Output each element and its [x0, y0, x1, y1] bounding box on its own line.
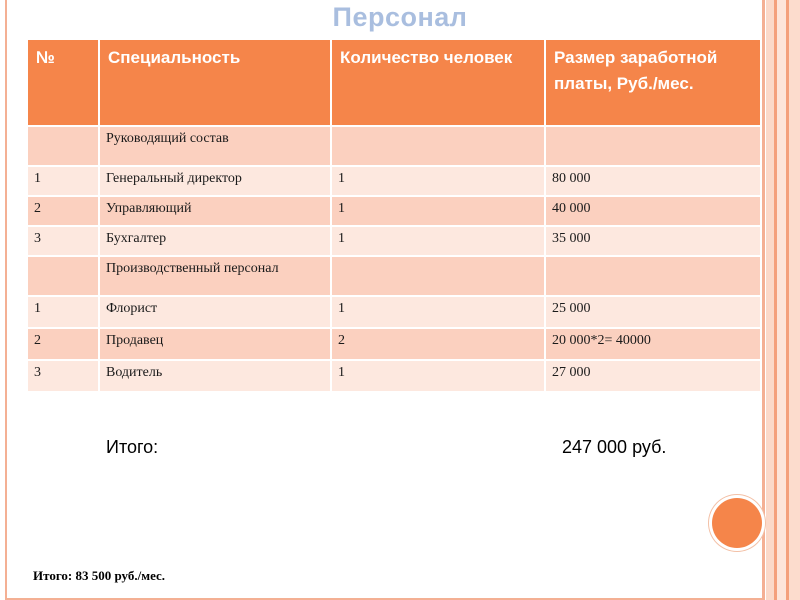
cell-number: 2 [27, 328, 99, 360]
table-row [27, 166, 761, 196]
decorative-stripe [766, 0, 774, 600]
cell-number: 1 [27, 296, 99, 328]
cell-specialty: Управляющий [99, 196, 331, 226]
cell-specialty: Производственный персонал [99, 256, 331, 296]
table-row [27, 226, 761, 256]
monthly-total: Итого: 83 500 руб./мес. [33, 568, 166, 583]
cell-number: 1 [27, 166, 99, 196]
cell-count [331, 126, 545, 166]
total-label: Итого: [106, 437, 159, 457]
decorative-stripe [777, 0, 786, 600]
cell-number [27, 126, 99, 166]
slide-title: Персонал [332, 2, 468, 32]
cell-number [27, 256, 99, 296]
staff-table [26, 38, 762, 393]
cell-salary: 25 000 [545, 296, 761, 328]
cell-count [331, 256, 545, 296]
cell-number: 2 [27, 196, 99, 226]
cell-specialty: Флорист [99, 296, 331, 328]
decorative-stripe [789, 0, 800, 600]
table-row [27, 328, 761, 360]
table-row [27, 360, 761, 392]
cell-count: 1 [331, 196, 545, 226]
header-salary: Размер заработной платы, Руб./мес. [545, 39, 761, 126]
decorative-circle [712, 498, 762, 548]
cell-count: 1 [331, 226, 545, 256]
cell-salary [545, 126, 761, 166]
header-specialty: Специальность [99, 39, 331, 126]
cell-count: 1 [331, 360, 545, 392]
table-row [27, 296, 761, 328]
cell-number: 3 [27, 226, 99, 256]
cell-salary: 35 000 [545, 226, 761, 256]
cell-count: 1 [331, 296, 545, 328]
cell-specialty: Руководящий состав [99, 126, 331, 166]
table-row [27, 196, 761, 226]
cell-salary [545, 256, 761, 296]
cell-salary: 27 000 [545, 360, 761, 392]
table-row [27, 256, 761, 296]
table-row [27, 126, 761, 166]
cell-specialty: Бухгалтер [99, 226, 331, 256]
cell-salary: 80 000 [545, 166, 761, 196]
cell-specialty: Водитель [99, 360, 331, 392]
header-count: Количество человек [331, 39, 545, 126]
cell-salary: 20 000*2= 40000 [545, 328, 761, 360]
cell-count: 2 [331, 328, 545, 360]
table-header-row [27, 39, 761, 126]
cell-count: 1 [331, 166, 545, 196]
cell-specialty: Генеральный директор [99, 166, 331, 196]
cell-salary: 40 000 [545, 196, 761, 226]
header-number: № [27, 39, 99, 126]
total-value: 247 000 руб. [562, 437, 667, 457]
cell-specialty: Продавец [99, 328, 331, 360]
cell-number: 3 [27, 360, 99, 392]
